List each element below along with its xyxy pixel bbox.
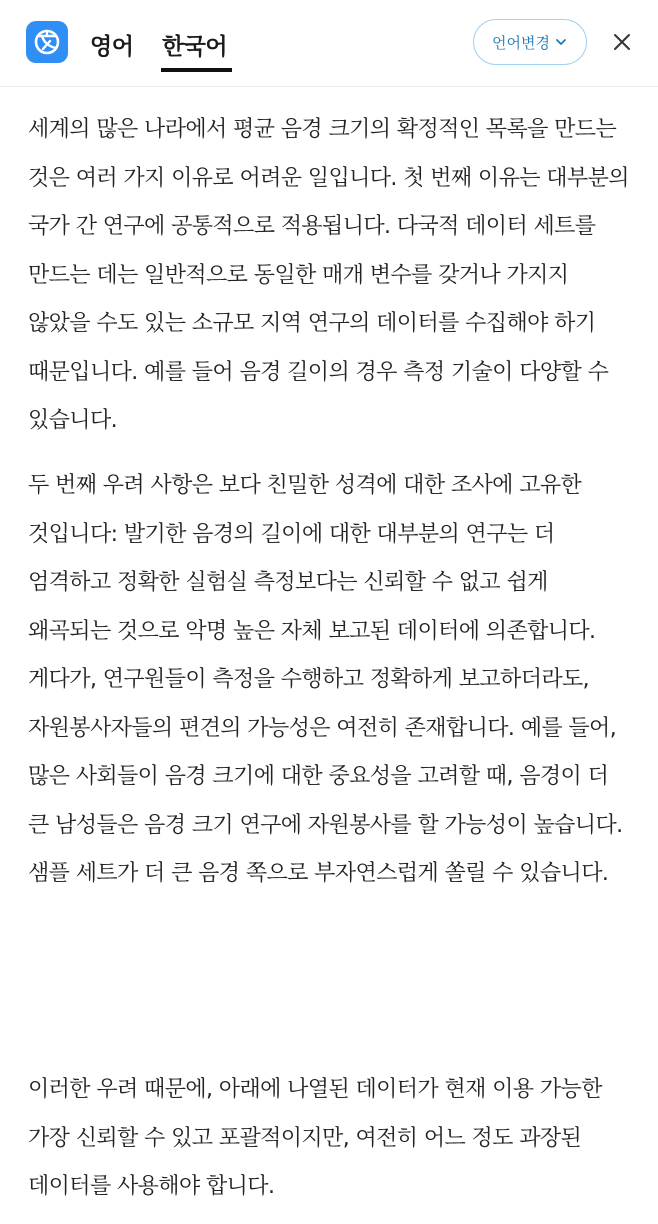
change-language-label: 언어변경 — [492, 33, 550, 52]
active-tab-indicator — [161, 68, 232, 72]
translation-header — [0, 0, 658, 87]
chevron-down-icon — [554, 35, 568, 49]
translated-paragraph-1: 세계의 많은 나라에서 평균 음경 크기의 확정적인 목록을 만드는 것은 여러 가지 이유로 어려운 일입니다. 첫 번째 이유는 대부분의 국가 간 연구에 공통적으로 적용됩니다. 다국적 데이터 세트를 만드는 데는 일반적으로 동일한 매개 변수를 갖거나 가지지 않았을 수도 있는 소규모 지역 연구의 데이터를 수집해야 하기 때문입니다. 예를 들어 음경 길이의 경우 측정 기술이 다양할 수 있습니다. — [28, 117, 629, 433]
translate-app-logo-icon[interactable] — [26, 21, 68, 63]
tab-english[interactable]: 영어 — [90, 34, 134, 60]
translated-paragraph-2: 두 번째 우려 사항은 보다 친밀한 성격에 대한 조사에 고유한 것입니다: 발기한 음경의 길이에 대한 대부분의 연구는 더 엄격하고 정확한 실험실 측정보다는 신뢰할 수 없고 쉽게 왜곡되는 것으로 악명 높은 자체 보고된 데이터에 의존합니다. 게다가, 연구원들이 측정을 수행하고 정확하게 보고하더라도, 자원봉사자들의 편견의 가능성은 여전히 존재합니다. 예를 들어, 많은 사회들이 음경 크기에 대한 중요성을 고려할 때, 음경이 더 큰 남성들은 음경 크기 연구에 자원봉사를 할 가능성이 높습니다. 샘플 세트가 더 큰 음경 쪽으로 부자연스럽게 쏠릴 수 있습니다. — [28, 473, 623, 886]
change-language-button[interactable] — [473, 19, 587, 65]
close-icon[interactable] — [608, 28, 636, 56]
tab-korean[interactable]: 한국어 — [162, 34, 228, 60]
translated-paragraph-3: 이러한 우려 때문에, 아래에 나열된 데이터가 현재 이용 가능한 가장 신뢰할 수 있고 포괄적이지만, 여전히 어느 정도 과장된 데이터를 사용해야 합니다. — [28, 1077, 602, 1199]
